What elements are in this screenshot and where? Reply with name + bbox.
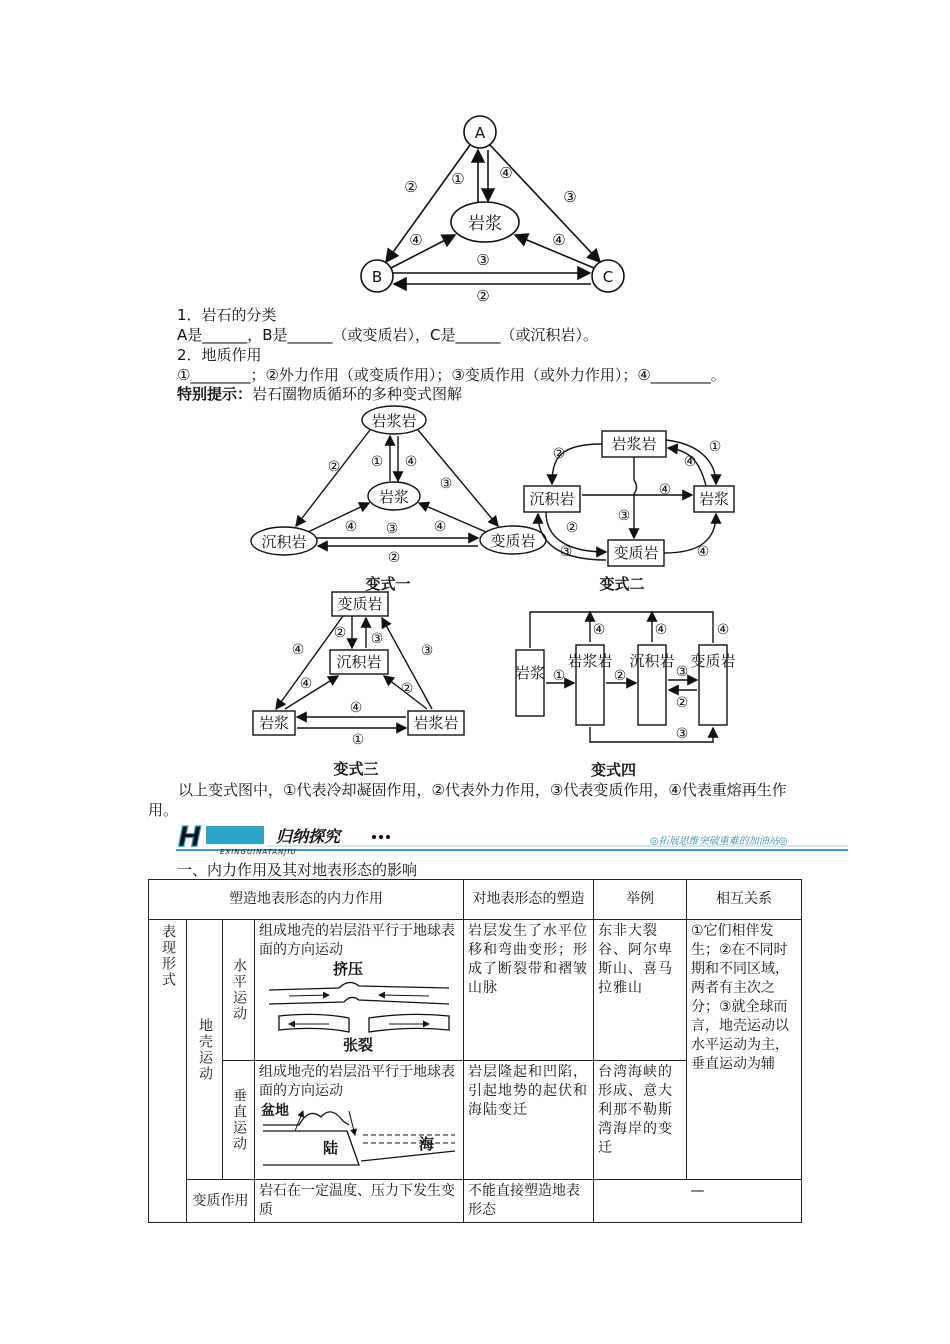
svg-text:沉积岩: 沉积岩 <box>629 652 675 670</box>
svg-text:②: ② <box>400 681 414 697</box>
svg-text:②: ② <box>675 695 689 711</box>
vertical-desc: 组成地壳的岩层沿平行于地球表面的方向运动 <box>259 1064 455 1099</box>
tip-line <box>177 384 462 404</box>
svg-text:沉积岩: 沉积岩 <box>529 490 575 508</box>
svg-text:②: ② <box>327 459 341 475</box>
svg-text:④: ④ <box>592 622 606 638</box>
variant-1-caption: 变式一 <box>365 575 411 593</box>
crust-label: 地壳运动 <box>197 1017 213 1082</box>
node-magma: 岩浆 <box>468 214 502 234</box>
svg-text:沉积岩: 沉积岩 <box>336 653 382 671</box>
svg-text:③: ③ <box>385 521 399 537</box>
node-b: B <box>371 268 383 286</box>
meta-relation: — <box>594 1180 802 1223</box>
svg-text:③: ③ <box>675 726 689 742</box>
svg-text:H: H <box>178 822 202 853</box>
svg-text:④: ④ <box>654 622 668 638</box>
svg-text:岩浆岩: 岩浆岩 <box>567 652 613 670</box>
horizontal-effect: 岩层发生了水平位移和弯曲变形；形成了断裂带和褶皱山脉 <box>464 920 594 1061</box>
meta-effect: 不能直接塑造地表形态 <box>464 1180 594 1223</box>
svg-text:岩浆: 岩浆 <box>258 714 290 732</box>
node-c: C <box>602 268 614 286</box>
svg-text:变质岩: 变质岩 <box>690 652 736 670</box>
tip-label: 特别提示： <box>177 385 253 403</box>
internal-forces-table <box>148 879 802 1223</box>
svg-text:③: ③ <box>563 188 577 206</box>
horizontal-example: 东非大裂谷、阿尔卑斯山、喜马拉雅山 <box>594 920 687 1061</box>
tip-text: 岩石圈物质循环的多种变式图解 <box>252 385 463 403</box>
classification-line: A是______，B是______（或变质岩），C是______（或沉积岩）。 <box>177 326 599 344</box>
section-title: 一、内力作用及其对地表形态的影响 <box>177 861 418 879</box>
variant-4-caption: 变式四 <box>591 761 637 779</box>
svg-text:④: ④ <box>299 676 313 692</box>
svg-text:③: ③ <box>420 643 434 659</box>
svg-text:岩浆岩: 岩浆岩 <box>371 412 417 430</box>
svg-text:③: ③ <box>370 631 384 647</box>
classification-heading: 1．岩石的分类 <box>177 306 277 324</box>
svg-text:岩浆岩: 岩浆岩 <box>611 435 657 453</box>
banner-subtitle: EXINGUINATANJIU <box>220 848 297 856</box>
svg-text:②: ② <box>476 287 490 305</box>
svg-text:①: ① <box>708 439 722 455</box>
vertical-label: 垂直运动 <box>231 1088 247 1152</box>
variant-4-diagram <box>505 600 745 780</box>
svg-text:张裂: 张裂 <box>343 1036 374 1052</box>
banner-slogan: ◎拓展思维突破重难的加油站◎ <box>650 836 788 847</box>
svg-text:④: ④ <box>696 544 710 560</box>
svg-text:岩浆岩: 岩浆岩 <box>413 714 459 732</box>
svg-text:①: ① <box>351 732 365 748</box>
svg-text:③: ③ <box>675 664 689 680</box>
svg-text:②: ② <box>613 668 627 684</box>
variant-1-diagram <box>245 405 550 595</box>
section-banner <box>176 822 848 854</box>
svg-text:②: ② <box>552 446 566 462</box>
svg-text:④: ④ <box>409 231 423 249</box>
vertical-effect: 岩层隆起和凹陷，引起地势的起伏和海陆变迁 <box>464 1061 594 1180</box>
meta-desc: 岩石在一定温度、压力下发生变质 <box>255 1180 464 1223</box>
svg-text:岩浆: 岩浆 <box>698 490 730 508</box>
svg-text:④: ④ <box>499 164 513 182</box>
svg-text:③: ③ <box>617 508 631 524</box>
form-label: 表现形式 <box>160 924 176 988</box>
horizontal-figure <box>259 960 459 1052</box>
header-effect: 对地表形态的塑造 <box>464 880 594 920</box>
header-relation: 相互关系 <box>687 880 802 920</box>
node-a: A <box>474 124 486 142</box>
svg-text:③: ③ <box>559 544 573 560</box>
svg-text:②: ② <box>404 178 418 196</box>
svg-text:④: ④ <box>716 622 730 638</box>
svg-text:挤压: 挤压 <box>333 960 364 978</box>
svg-text:沉积岩: 沉积岩 <box>261 533 307 551</box>
svg-text:④: ④ <box>291 642 305 658</box>
svg-text:④: ④ <box>404 454 418 470</box>
vertical-figure <box>259 1101 459 1171</box>
svg-text:陆: 陆 <box>323 1139 339 1157</box>
banner-title: 归纳探究 <box>276 827 341 846</box>
svg-text:①: ① <box>552 668 566 684</box>
variant-2-diagram <box>515 425 745 595</box>
process-heading: 2．地质作用 <box>177 346 262 364</box>
horizontal-label: 水平运动 <box>231 958 247 1022</box>
svg-text:④: ④ <box>433 519 447 535</box>
svg-text:①: ① <box>370 454 384 470</box>
variant-2-caption: 变式二 <box>599 575 645 593</box>
header-force: 塑造地表形态的内力作用 <box>149 880 464 920</box>
relation-text: ①它们相伴发生；②在不同时期和不同区域，两者有主次之分；③就全球而言，地壳运动以水平运动为主，垂直运动为辅 <box>687 920 802 1180</box>
header-example: 举例 <box>594 880 687 920</box>
svg-text:变质岩: 变质岩 <box>490 532 536 550</box>
svg-text:④: ④ <box>552 231 566 249</box>
variant-3-diagram <box>245 590 475 780</box>
svg-text:海: 海 <box>419 1135 435 1153</box>
svg-text:变质岩: 变质岩 <box>337 595 383 613</box>
vertical-example: 台湾海峡的形成、意大利那不勒斯湾海岸的变迁 <box>594 1061 687 1180</box>
svg-text:②: ② <box>387 550 401 566</box>
svg-text:④: ④ <box>349 700 363 716</box>
svg-text:②: ② <box>333 625 347 641</box>
svg-text:②: ② <box>565 520 579 536</box>
meta-label: 变质作用 <box>187 1180 255 1223</box>
svg-text:④: ④ <box>344 519 358 535</box>
svg-text:④: ④ <box>658 482 672 498</box>
horizontal-desc: 组成地壳的岩层沿平行于地球表面的方向运动 <box>259 923 455 958</box>
summary-paragraph: 以上变式图中，①代表冷却凝固作用，②代表外力作用，③代表变质作用，④代表重熔再生作用。 <box>148 781 787 819</box>
svg-text:岩浆: 岩浆 <box>514 664 546 682</box>
svg-text:③: ③ <box>439 476 453 492</box>
svg-text:盆地: 盆地 <box>261 1103 289 1119</box>
variant-3-caption: 变式三 <box>333 760 379 778</box>
process-line: ①________；②外力作用（或变质作用）；③变质作用（或外力作用）；④________。 <box>177 366 726 384</box>
rock-cycle-diagram <box>350 112 640 308</box>
svg-text:③: ③ <box>476 251 490 269</box>
svg-text:岩浆: 岩浆 <box>378 488 410 506</box>
svg-text:变质岩: 变质岩 <box>613 544 659 562</box>
svg-text:④: ④ <box>683 454 697 470</box>
svg-text:①: ① <box>451 170 465 188</box>
